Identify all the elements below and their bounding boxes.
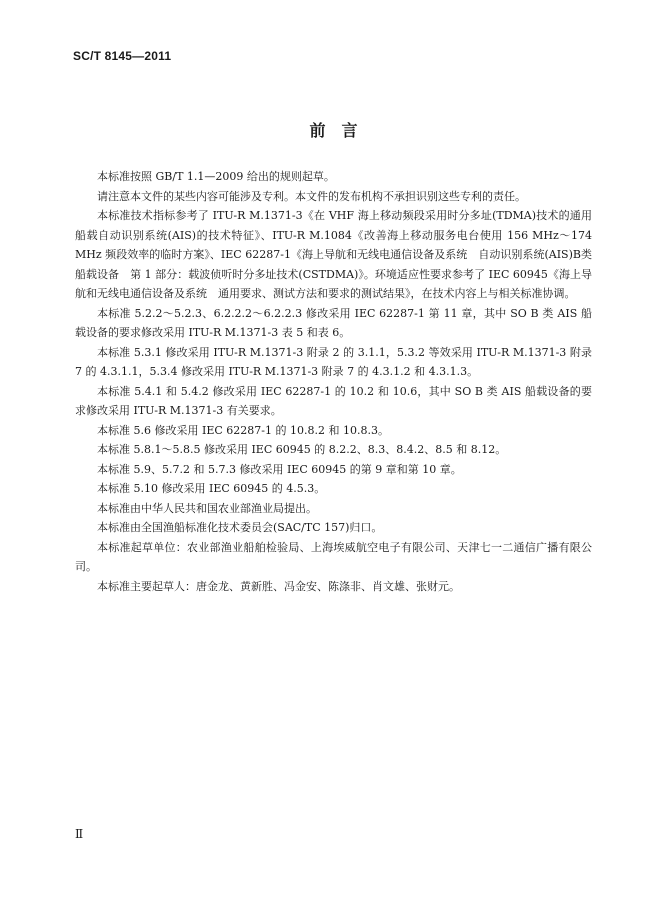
- paragraph-drafting-rules: 本标准按照 GB/T 1.1—2009 给出的规则起草。: [97, 170, 335, 183]
- paragraph-clause-5-8: 本标准 5.8.1～5.8.5 修改采用 IEC 60945 的 8.2.2、8.3、8.4.2、8.5 和 8.12。: [97, 443, 507, 456]
- paragraph-drafters: 本标准主要起草人：唐金龙、黄新胜、冯金安、陈涤非、肖文雄、张财元。: [97, 579, 460, 593]
- standard-code: SC/T 8145—2011: [73, 49, 172, 63]
- paragraph-patent-notice: 请注意本文件的某些内容可能涉及专利。本文件的发布机构不承担识别这些专利的责任。: [97, 189, 526, 203]
- paragraph-clause-5-4: 本标准 5.4.1 和 5.4.2 修改采用 IEC 62287-1 的 10.2 和 10.6，其中 SO B 类 AIS 船载设备的要求修改采用 ITU-R M.1371-3 有关要求。: [75, 384, 592, 417]
- paragraph-clause-5-9: 本标准 5.9、5.7.2 和 5.7.3 修改采用 IEC 60945 的第 9 章和第 10 章。: [97, 462, 462, 476]
- paragraph-clause-5-3: 本标准 5.3.1 修改采用 ITU-R M.1371-3 附录 2 的 3.1.1，5.3.2 等效采用 ITU-R M.1371-3 附录 7 的 4.3.1.1，5.3.4 修改采用 ITU-R M.1371-3 附录 7 的 4.3.1.2 和 4.3.1.3。: [75, 345, 592, 378]
- paragraph-clause-5-2: 本标准 5.2.2～5.2.3、6.2.2.2～6.2.2.3 修改采用 IEC 62287-1 第 11 章，其中 SO B 类 AIS 船载设备的要求修改采用 ITU-R M.1371-3 表 5 和表 6。: [75, 306, 592, 339]
- paragraph-drafting-units: 本标准起草单位：农业部渔业船舶检验局、上海埃威航空电子有限公司、天津七一二通信广播有限公司。: [75, 540, 592, 573]
- paragraph-proposer: 本标准由中华人民共和国农业部渔业局提出。: [97, 501, 317, 515]
- paragraph-clause-5-10: 本标准 5.10 修改采用 IEC 60945 的 4.5.3。: [97, 482, 326, 495]
- page-title: 前 言: [309, 121, 358, 140]
- page-number: Ⅱ: [75, 827, 84, 841]
- paragraph-technical-references: 本标准技术指标参考了 ITU-R M.1371-3《在 VHF 海上移动频段采用时分多址(TDMA)技术的通用船载自动识别系统(AIS)的技术特征》、ITU-R M.1084《改善海上移动服务电台使用 156 MHz～174 MHz 频段效率的临时方案》、IEC 62287-1《海上导航和无线电通信设备及系统 自动识别系统(AIS)B类船载设备 第 1 部分：载波侦听时分多址技术(CSTDMA)》。环境适应性要求参考了 IEC 60945《海上导航和无线电通信设备及系统 通用要求、测试方法和要求的测试结果》，在技术内容上与相关标准协调。: [75, 209, 592, 300]
- paragraph-clause-5-6: 本标准 5.6 修改采用 IEC 62287-1 的 10.8.2 和 10.8.3。: [97, 423, 389, 437]
- paragraph-committee: 本标准由全国渔船标准化技术委员会(SAC/TC 157)归口。: [97, 521, 383, 534]
- foreword-body: [75, 167, 592, 596]
